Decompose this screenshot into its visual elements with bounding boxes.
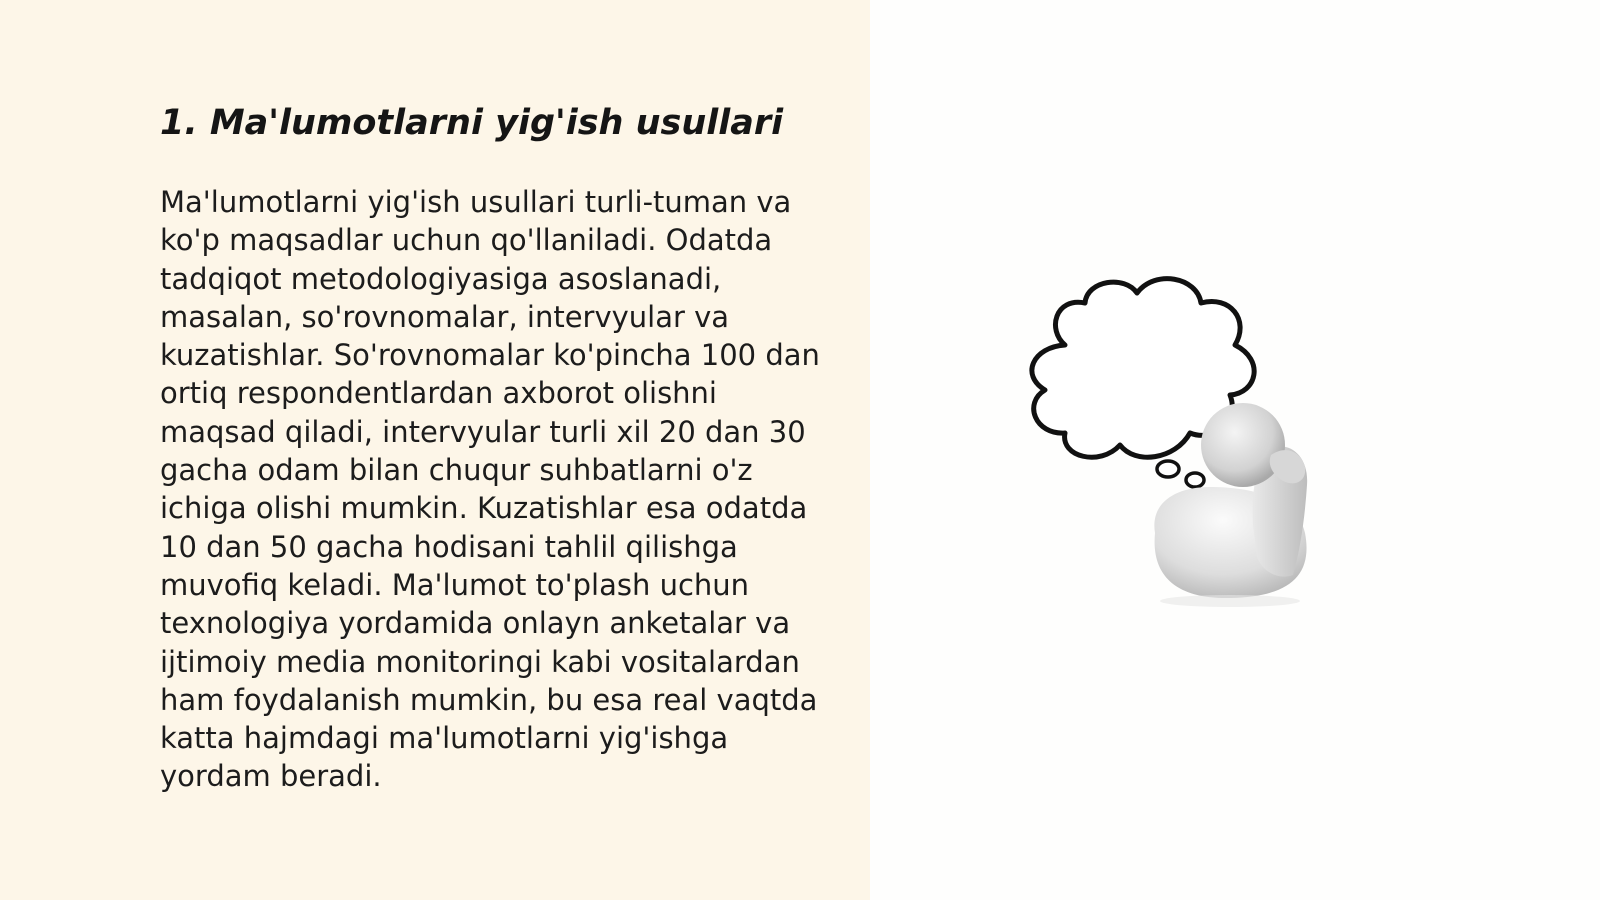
thinking-person-icon: [1025, 275, 1345, 615]
slide-body-text: Ma'lumotlarni yig'ish usullari turli-tuman va ko'p maqsadlar uchun qo'llaniladi. Odatda tadqiqot metodologiyasiga asoslanadi, masalan, so'rovnomalar, intervyular va kuzatishlar. So'rovnomalar ko'pincha 100 dan ortiq respondentlardan axborot olishni maqsad qiladi, intervyular turli xil 20 dan 30 gacha odam bilan chuqur suhbatlarni o'z ichiga olishi mumkin. Kuzatishlar esa odatda 10 dan 50 gacha hodisani tahlil qilishga muvofiq keladi. Ma'lumot to'plash uchun texnologiya yordamida onlayn anketalar va ijtimoiy media monitoringi kabi vositalardan ham foydalanish mumkin, bu esa real vaqtda katta hajmdagi ma'lumotlarni yig'ishga yordam beradi.: [160, 185, 820, 794]
slide-title: 1. Ma'lumotlarni yig'ish usullari: [160, 103, 784, 143]
